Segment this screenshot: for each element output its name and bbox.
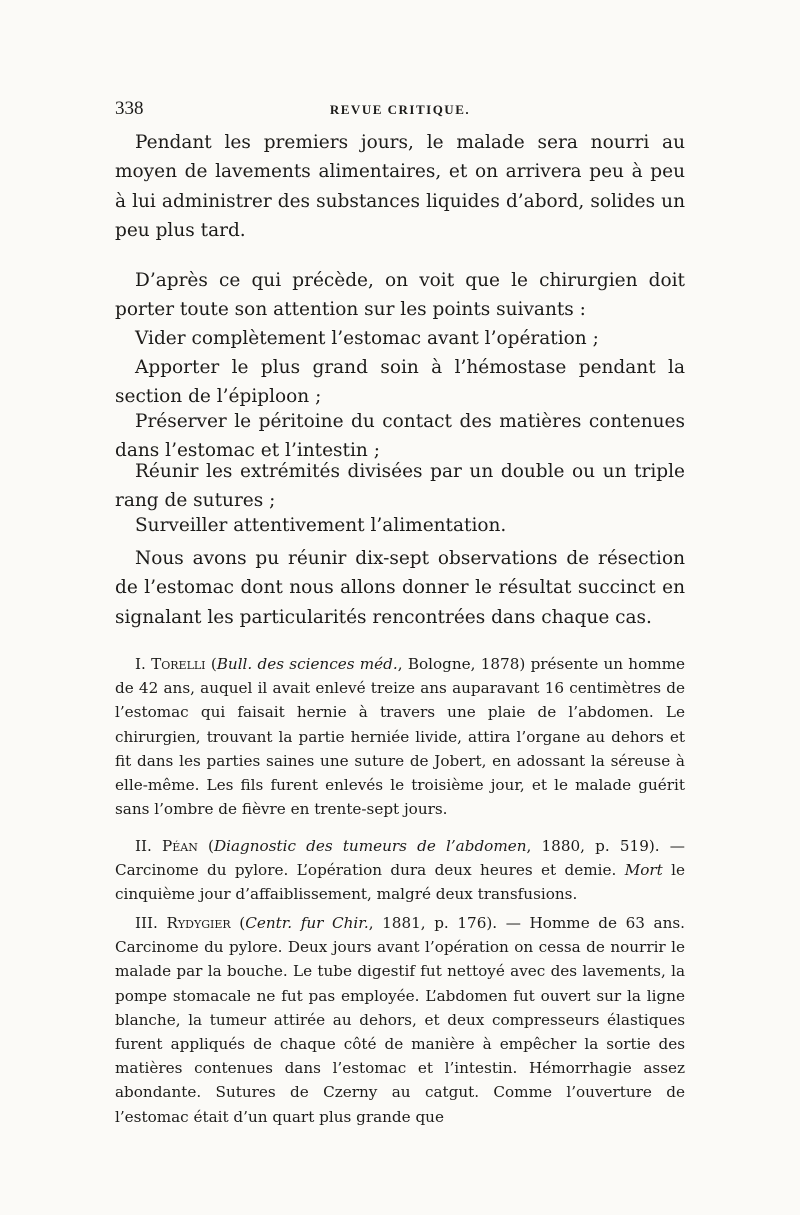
observation-numeral: II. [135, 837, 152, 855]
running-title: REVUE CRITIQUE. [329, 102, 471, 117]
observation-source: Bull. des sciences méd. [216, 655, 398, 673]
paragraph-summary-intro: D’après ce qui précède, on voit que le chirurgien doit porter toute son attention sur les points suivants : [115, 270, 685, 321]
observation-author: Rydygier [166, 914, 231, 932]
page-header [115, 98, 685, 122]
observation-author: Torelli [151, 655, 206, 673]
paragraph-feeding: Pendant les premiers jours, le malade sera nourri au moyen de lavements alimentaires, et on arrivera peu à peu à lui administrer des substances liquides d’abord, solides un peu plus tard. [115, 132, 685, 241]
observation-text: , Bologne, 1878) présente un homme de 42 ans, auquel il avait enlevé treize ans auparavant 16 centimètres de l’estomac qui faisait hernie à travers une plaie de l’abdomen. Le chirurgien, trouvant la partie herniée livide, attira l’organe au dehors et fit dans les parties saines une suture de Jobert, en adossant la séreuse à elle-même. Les fils furent enlevés le troisième jour, et le malade guérit sans l’ombre de fièvre en trente-sept jours. [115, 655, 686, 819]
observation-text: , 1881, p. 176). — Homme de 63 ans. Carcinome du pylore. Deux jours avant l’opération on cessa de nourrir le malade par la bouche. Le tube digestif fut nettoyé avec des lavements, la pompe stomacale ne fut pas employée. L’abdomen fut ouvert sur la ligne blanche, la tumeur attirée au dehors, et deux compresseurs élastiques furent appliqués de chaque côté de manière à empêcher la sortie des matières contenues dans l’estomac et l’intestin. Hémorrhagie assez abondante. Sutures de Czerny au catgut. Comme l’ouverture de l’estomac était d’un quart plus grande que [115, 914, 685, 1126]
paragraph-point-1: Vider complètement l’estomac avant l’opération ; [135, 328, 599, 349]
observation-2 [115, 834, 685, 907]
observation-text-continued: le cinquième jour d’affaiblissement, malgré deux transfusions. [115, 861, 685, 904]
paragraph-point-4: Réunir les extrémités divisées par un double ou un triple rang de sutures ; [115, 461, 685, 512]
observation-3 [115, 911, 685, 1129]
observation-numeral: III. [135, 914, 158, 932]
observation-author: Péan [162, 837, 198, 855]
reference-open: ( [210, 655, 217, 673]
reference-open: ( [208, 837, 214, 855]
paragraph-point-3: Préserver le péritoine du contact des matières contenues dans l’estomac et l’intestin ; [115, 411, 685, 462]
paragraph-observations-intro: Nous avons pu réunir dix-sept observations de résection de l’estomac dont nous allons donner le résultat succinct en signalant les particularités rencontrées dans chaque cas. [115, 548, 685, 628]
observation-source: Centr. fur Chir. [245, 914, 369, 932]
paragraph-point-5: Surveiller attentivement l’alimentation. [135, 515, 507, 536]
observation-outcome: Mort [624, 861, 663, 880]
observation-source: Diagnostic des tumeurs de l’abdomen [213, 837, 527, 855]
observation-1 [115, 652, 685, 821]
observation-numeral: I. [135, 655, 146, 673]
reference-open: ( [239, 914, 246, 932]
observation-text: , 1880, p. 519). — Carcinome du pylore. L’opération dura deux heures et demie. [115, 837, 685, 880]
paragraph-point-2: Apporter le plus grand soin à l’hémostase pendant la section de l’épiploon ; [115, 357, 685, 408]
page-number: 338 [115, 98, 144, 119]
